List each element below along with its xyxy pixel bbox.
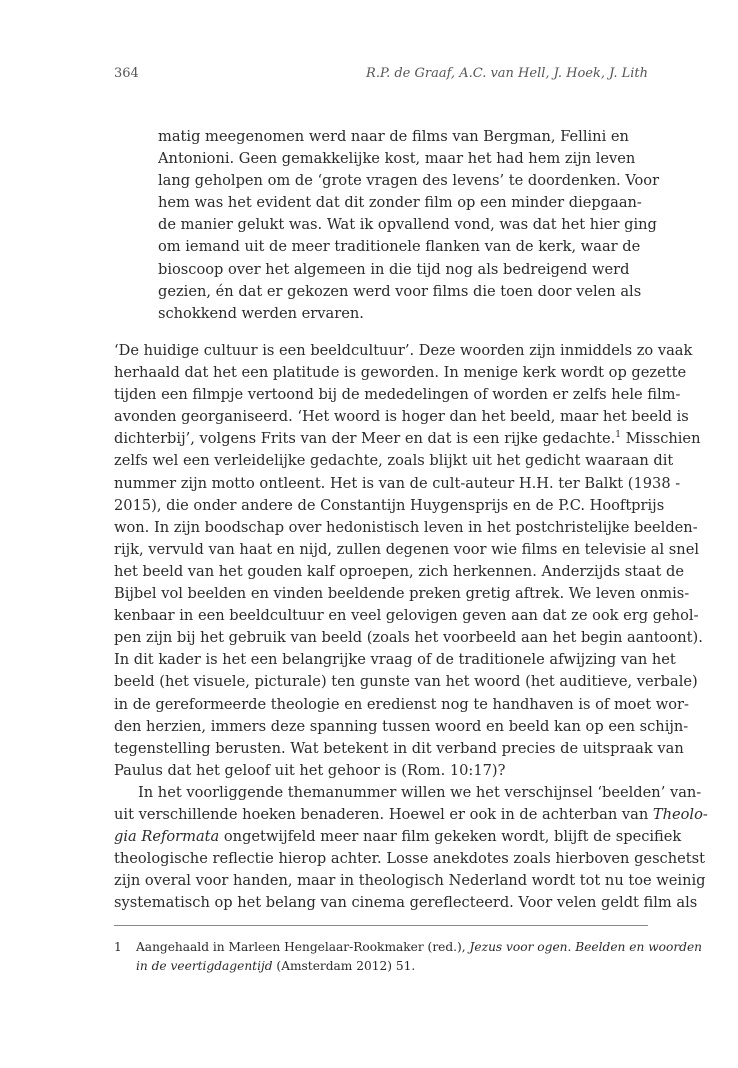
footnote-reference[interactable]: 1 [615,430,621,441]
text-line: zijn overal voor handen, maar in theologisch Nederland wordt tot nu toe weinig [114,872,706,890]
text-line: de manier gelukt was. Wat ik opvallend vond, was dat het hier ging [158,216,657,234]
text-line: ‘De huidige cultuur is een beeldcultuur’. Deze woorden zijn inmiddels zo vaak [114,342,693,359]
text-line [136,957,648,976]
paragraph [114,782,708,915]
text-line: om iemand uit de meer traditionele flanken van de kerk, waar de [158,238,641,256]
text-run: Aangehaald in Marleen Hengelaar-Rookmaker (red.), [136,940,470,954]
text-line: tegenstelling berusten. Wat betekent in dit verband precies de uitspraak van [114,739,684,757]
journal-title: gia Reformata [114,828,220,846]
text-line: bioscoop over het algemeen in die tijd nog als bedreigend werd [158,260,630,278]
text-line: 2015), die onder andere de Constantijn Huygensprijs en de P.C. Hooftprijs [114,496,665,514]
footnote-text [136,938,703,976]
text-line: in de gereformeerde theologie en eredienst nog te handhaven is of moet wor- [114,695,689,713]
text-line: nummer zijn motto ontleent. Het is van de cult-auteur H.H. ter Balkt (1938 - [114,474,681,492]
footnote-divider [114,925,648,926]
text-line: Paulus dat het geloof uit het gehoor is (Rom. 10:17)? [114,761,506,779]
text-line: het beeld van het gouden kalf oproepen, zich herkennen. Anderzijds staat de [114,562,684,580]
text-line: hem was het evident dat dit zonder film op een minder diepgaan- [158,194,642,212]
text-line: theologische reflectie hierop achter. Losse anekdotes zoals hierboven geschetst [114,850,705,868]
text-line [136,938,703,957]
text-line: systematisch op het belang van cinema gereflecteerd. Voor velen geldt film als [114,894,698,912]
page-number: 364 [114,66,139,81]
text-line: avonden georganiseerd. ‘Het woord is hoger dan het beeld, maar het beeld is [114,408,689,426]
text-line: Antonioni. Geen gemakkelijke kost, maar het had hem zijn leven [158,150,636,168]
journal-title: Theolo- [652,805,708,823]
page-header [114,66,648,84]
text-run: Misschien [620,430,701,448]
text-run: ongetwijfeld meer naar film gekeken wordt, blijft de specifiek [219,828,682,846]
text-run: (Amsterdam 2012) 51. [272,959,416,973]
text-line: herhaald dat het een platitude is geworden. In menige kerk wordt op gezette [114,364,687,382]
block-quote [158,126,660,325]
text-run: dichterbij’, volgens Frits van der Meer en dat is een rijke gedachte. [114,430,616,448]
text-run: uit verschillende hoeken benaderen. Hoewel er ook in de achterban van [114,805,653,823]
text-line: tijden een filmpje vertoond bij de mededelingen of worden er zelfs hele film- [114,386,681,404]
book-title: Jezus voor ogen. Beelden en woorden [469,940,703,954]
footnote [114,938,703,976]
text-line: gezien, én dat er gekozen werd voor films die toen door velen als [158,282,642,300]
text-line: pen zijn bij het gebruik van beeld (zoals het voorbeeld aan het begin aantoont). [114,629,703,647]
text-line: Bijbel vol beelden en vinden beeldende preken gretig aftrek. We leven onmis- [114,585,690,603]
text-line: schokkend werden ervaren. [158,304,364,322]
text-line: den herzien, immers deze spanning tussen woord en beeld kan op een schijn- [114,717,689,735]
book-title: in de veertigdagentijd [136,959,273,973]
running-head: R.P. de Graaf, A.C. van Hell, J. Hoek, J. Lith [366,66,648,81]
paragraph [114,340,703,782]
text-line: In dit kader is het een belangrijke vraag of de traditionele afwijzing van het [114,651,676,669]
body-text [114,340,708,914]
text-line [114,826,682,848]
text-line: won. In zijn boodschap over hedonistisch leven in het postchristelijke beelden- [114,518,698,536]
footnote-number: 1 [114,940,122,954]
text-line: beeld (het visuele, picturale) ten gunste van het woord (het auditieve, verbale) [114,673,698,691]
text-line: In het voorliggende themanummer willen we het verschijnsel ‘beelden’ van- [138,783,702,801]
text-line [114,428,701,450]
text-line: kenbaar in een beeldcultuur en veel gelovigen geven aan dat ze ook erg gehol- [114,607,699,625]
text-line: zelfs wel een verleidelijke gedachte, zoals blijkt uit het gedicht waaraan dit [114,452,674,470]
text-line [114,804,708,826]
text-line: lang geholpen om de ‘grote vragen des levens’ te doordenken. Voor [158,172,660,190]
footnotes [114,938,703,976]
text-line: rijk, vervuld van haat en nijd, zullen degenen voor wie films en televisie al snel [114,540,699,558]
text-line: matig meegenomen werd naar de films van Bergman, Fellini en [158,128,629,145]
